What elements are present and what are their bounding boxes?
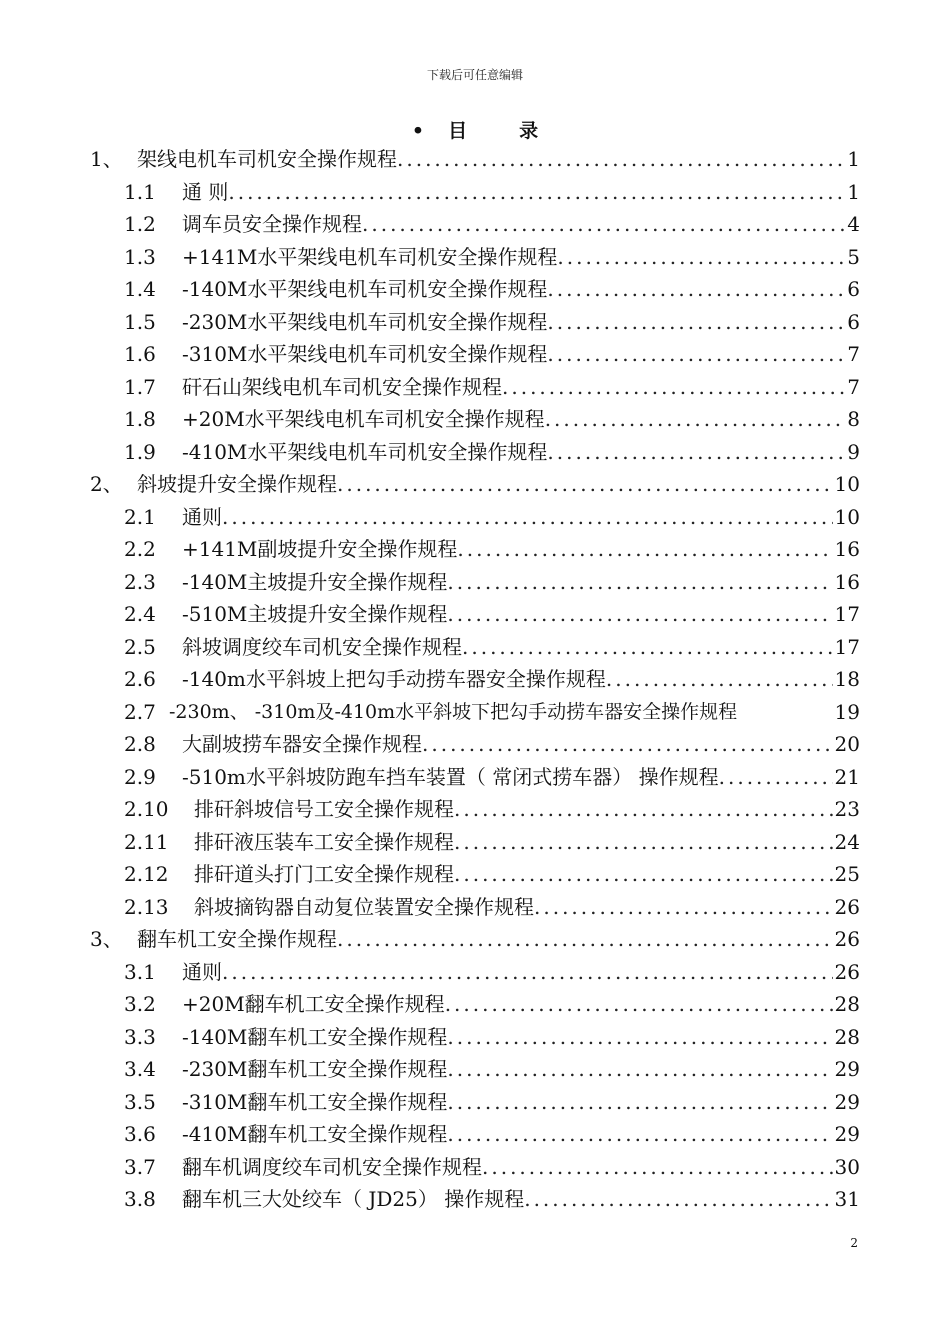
toc-entry-number: 1.6 [124, 342, 156, 366]
toc-leader-dots [457, 533, 832, 565]
toc-entry-page: 28 [834, 1024, 860, 1049]
toc-entry[interactable] [124, 663, 860, 695]
toc-entry-title: +20M水平架线电机车司机安全操作规程 [182, 407, 545, 431]
toc-entry-page: 24 [834, 829, 860, 854]
toc-entry-title: 翻车机三大处绞车（ JD25） 操作规程 [182, 1187, 525, 1211]
toc-entry-page: 1 [847, 179, 860, 204]
toc-entry-number: 1.2 [124, 212, 156, 236]
toc-entry-page: 16 [834, 569, 860, 594]
toc-entry-page: 26 [834, 959, 860, 984]
toc-entry-number: 1.1 [124, 179, 156, 204]
toc-entry[interactable] [124, 956, 860, 988]
toc-leader-dots [524, 1183, 832, 1215]
toc-entry-number: 2.13 [124, 894, 169, 919]
toc-entry-page: 7 [847, 342, 860, 366]
toc-entry-page: 8 [847, 407, 860, 431]
toc-leader-dots [454, 826, 833, 858]
toc-entry-page: 30 [834, 1154, 860, 1179]
toc-entry[interactable] [124, 208, 860, 240]
title-right-char: 录 [519, 120, 539, 142]
toc-leader-dots [397, 143, 845, 175]
toc-entry-number: 2.10 [124, 797, 169, 821]
toc-entry-page: 31 [834, 1187, 860, 1211]
toc-leader-dots [222, 501, 833, 533]
toc-entry-number: 3.3 [124, 1024, 156, 1049]
toc-leader-dots [228, 176, 845, 208]
toc-entry-page: 16 [834, 537, 860, 561]
toc-entry[interactable] [124, 1118, 860, 1150]
toc-entry-title: -230M水平架线电机车司机安全操作规程 [182, 309, 548, 334]
toc-entry-number: 1.5 [124, 309, 156, 334]
toc-leader-dots [719, 761, 833, 793]
toc-entry[interactable] [124, 793, 860, 825]
toc-leader-dots [547, 273, 845, 305]
toc-leader-dots [482, 1151, 833, 1183]
toc-entry-number: 1.3 [124, 244, 156, 269]
toc-leader-dots [545, 403, 846, 435]
toc-entry[interactable] [124, 1151, 860, 1183]
toc-entry-number: 3.8 [124, 1187, 156, 1211]
toc-entry-page: 5 [847, 244, 860, 269]
toc-entry-page: 26 [834, 927, 860, 951]
toc-entry[interactable] [124, 533, 860, 565]
toc-entry[interactable] [124, 728, 860, 760]
toc-entry[interactable] [90, 923, 860, 955]
toc-entry-number: 3.5 [124, 1089, 156, 1114]
toc-entry[interactable] [124, 501, 860, 533]
toc-entry[interactable] [124, 1021, 860, 1053]
toc-entry-page: 9 [847, 439, 860, 464]
page-header: 下载后可任意编辑 [426, 68, 523, 82]
toc-entry-number: 3.4 [124, 1057, 156, 1081]
toc-leader-dots [502, 371, 845, 403]
toc-leader-dots [447, 1086, 832, 1118]
toc-entry-page: 29 [834, 1057, 860, 1081]
toc-entry-number: 3.2 [124, 992, 156, 1016]
toc-leader-dots [557, 241, 845, 273]
toc-entry[interactable] [124, 338, 860, 370]
toc-entry-number: 2.5 [124, 634, 156, 659]
toc-entry[interactable] [124, 371, 860, 403]
toc-entry-page: 21 [834, 764, 860, 789]
toc-entry-page: 6 [847, 309, 860, 334]
toc-leader-dots [454, 858, 833, 890]
toc-leader-dots [222, 956, 833, 988]
toc-entry[interactable] [124, 403, 860, 435]
toc-entry-title: 矸石山架线电机车司机安全操作规程 [182, 374, 502, 399]
title-left-char: 目 [448, 120, 468, 142]
toc-entry-title: -510M主坡提升安全操作规程 [182, 602, 448, 626]
toc-entry-page: 10 [834, 472, 860, 496]
toc-leader-dots [337, 468, 833, 500]
toc-leader-dots [362, 208, 845, 240]
toc-entry[interactable] [124, 241, 860, 273]
toc-entry-title: 翻车机工安全操作规程 [137, 927, 337, 951]
toc-entry-number: 2.3 [124, 569, 156, 594]
toc-entry-page: 23 [834, 797, 860, 821]
toc-entry-title: 斜坡调度绞车司机安全操作规程 [182, 634, 462, 659]
toc-entry[interactable] [124, 826, 860, 858]
toc-entry-number: 2.2 [124, 537, 156, 561]
toc-entry[interactable] [124, 566, 860, 598]
toc-leader-dots [447, 1021, 832, 1053]
toc-entry-page: 6 [847, 277, 860, 301]
toc-entry-page: 17 [834, 602, 860, 626]
toc-entry-title: 通则 [182, 504, 222, 529]
toc-entry[interactable] [124, 761, 860, 793]
toc-entry-title: -140M翻车机工安全操作规程 [182, 1024, 448, 1049]
toc-entry[interactable] [124, 1183, 860, 1215]
toc-leader-dots [547, 436, 845, 468]
toc-leader-dots [422, 728, 833, 760]
toc-entry[interactable] [124, 598, 860, 630]
toc-entry-title: 斜坡提升安全操作规程 [137, 472, 337, 496]
toc-entry-title: -230M翻车机工安全操作规程 [182, 1057, 448, 1081]
toc-entry-page: 29 [834, 1089, 860, 1114]
toc-entry-title: -310M翻车机工安全操作规程 [182, 1089, 448, 1114]
toc-leader-dots [447, 1118, 832, 1150]
toc-entry-title: 排矸道头打门工安全操作规程 [194, 862, 454, 886]
toc-entry[interactable] [124, 306, 860, 338]
toc-entry[interactable] [124, 1086, 860, 1118]
toc-entry-number: 2、 [90, 472, 123, 496]
toc-leader-dots [454, 793, 833, 825]
toc-entry-title: 排矸液压装车工安全操作规程 [194, 829, 454, 854]
toc-entry[interactable] [124, 273, 860, 305]
toc-entry[interactable] [90, 468, 860, 500]
toc-leader-dots [447, 1053, 832, 1085]
toc-entry-title: -140M水平架线电机车司机安全操作规程 [182, 277, 548, 301]
toc-entry[interactable] [124, 988, 860, 1020]
toc-entry-number: 2.8 [124, 732, 156, 756]
toc-entry-title: 通 则 [182, 179, 229, 204]
toc-leader-dots [447, 566, 832, 598]
toc-entry-number: 2.9 [124, 764, 156, 789]
toc-entry-number: 3、 [90, 927, 123, 951]
page-number: 2 [850, 1236, 858, 1250]
toc-entry-page: 28 [834, 992, 860, 1016]
toc-entry-number: 1.7 [124, 374, 156, 399]
toc-entry-number: 1.8 [124, 407, 156, 431]
toc-leader-dots [462, 631, 833, 663]
toc-entry[interactable] [124, 858, 860, 890]
toc-entry-title: 排矸斜坡信号工安全操作规程 [194, 797, 454, 821]
toc-leader-dots [534, 891, 833, 923]
toc-entry-title: +141M水平架线电机车司机安全操作规程 [182, 244, 558, 269]
toc-entry[interactable] [90, 143, 860, 175]
toc-entry-title: -140M主坡提升安全操作规程 [182, 569, 448, 594]
toc-entry-page: 25 [834, 862, 860, 886]
toc-entry-number: 3.6 [124, 1122, 156, 1146]
toc-entry-title: -510m水平斜坡防跑车挡车装置（ 常闭式捞车器） 操作规程 [182, 764, 719, 789]
toc-entry-page: 20 [834, 732, 860, 756]
toc-entry[interactable] [124, 436, 860, 468]
toc-entry-title: 通则 [182, 959, 222, 984]
toc-entry-title: +20M翻车机工安全操作规程 [182, 992, 445, 1016]
toc-leader-dots [547, 306, 845, 338]
toc-entry-page: 10 [834, 504, 860, 529]
toc-entry-page: 18 [834, 667, 860, 691]
toc-entry-page: 26 [834, 894, 860, 919]
toc-entry-title: -140m水平斜坡上把勾手动捞车器安全操作规程 [182, 667, 606, 691]
toc-entry[interactable] [124, 631, 860, 663]
toc-entry-title: 大副坡捞车器安全操作规程 [182, 732, 422, 756]
toc-entry-page: 17 [834, 634, 860, 659]
toc-entry[interactable] [124, 891, 860, 923]
toc-entry-title: 调车员安全操作规程 [182, 212, 362, 236]
toc-entry-title: -230m、 -310m及-410m水平斜坡下把勾手动捞车器安全操作规程 [169, 700, 738, 723]
toc-entry-page: 29 [834, 1122, 860, 1146]
toc-entry-number: 2.7 [124, 699, 156, 724]
toc-entry-number: 3.7 [124, 1154, 156, 1179]
title-bullet: • [411, 120, 425, 142]
toc-leader-dots [547, 338, 845, 370]
toc-entry-title: -310M水平架线电机车司机安全操作规程 [182, 342, 548, 366]
toc-entry-number: 1.4 [124, 277, 156, 301]
toc-entry-number: 2.12 [124, 862, 169, 886]
toc-entry-title: -410M翻车机工安全操作规程 [182, 1122, 448, 1146]
toc-title [0, 116, 950, 143]
toc-entry[interactable] [124, 1053, 860, 1085]
toc-entry-number: 3.1 [124, 959, 156, 984]
toc-entry-title: +141M副坡提升安全操作规程 [182, 537, 458, 561]
toc-entry[interactable] [124, 176, 860, 208]
toc-entry-number: 1.9 [124, 439, 156, 464]
toc-entry-number: 1、 [90, 147, 123, 171]
toc-entry-title: -410M水平架线电机车司机安全操作规程 [182, 439, 548, 464]
toc-entry-page: 4 [847, 212, 860, 236]
toc-entry-number: 2.4 [124, 602, 156, 626]
toc-entry-title: 翻车机调度绞车司机安全操作规程 [182, 1154, 482, 1179]
toc-leader-dots [445, 988, 833, 1020]
toc-leader-dots [337, 923, 833, 955]
toc-leader-dots [447, 598, 832, 630]
toc-entry-page: 7 [847, 374, 860, 399]
toc-entry-number: 2.11 [124, 829, 169, 854]
toc-entry-number: 2.6 [124, 667, 156, 691]
toc-entry-title: 架线电机车司机安全操作规程 [137, 147, 397, 171]
toc-entry[interactable] [124, 696, 860, 728]
toc-entry-number: 2.1 [124, 504, 156, 529]
toc-entry-title: 斜坡摘钩器自动复位装置安全操作规程 [194, 894, 534, 919]
toc-leader-dots [606, 663, 833, 695]
toc-entry-page: 1 [847, 147, 860, 171]
toc-entry-page: 19 [834, 699, 860, 724]
